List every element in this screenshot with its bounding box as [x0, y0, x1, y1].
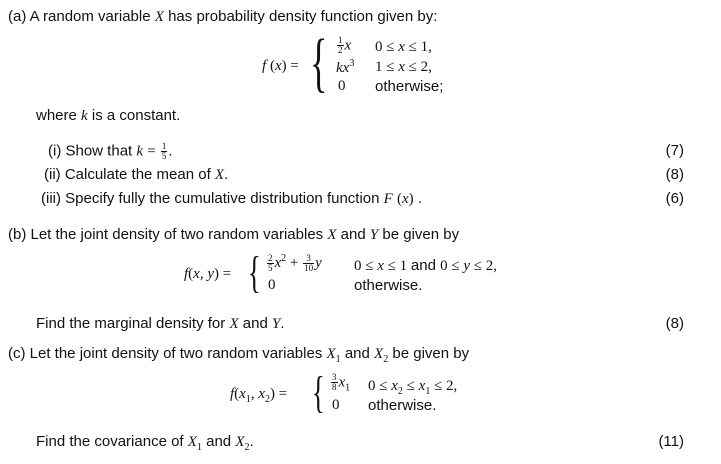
part-a-intro: (a) A random variable X has probability density function given by:: [8, 8, 438, 25]
case-2-expr: 0: [332, 397, 340, 413]
case-2-expr: 0: [268, 277, 276, 293]
case-1-cond: $0 \le x_2 \le x_1 \le 2$,: [368, 378, 458, 397]
left-brace-icon: {: [310, 26, 328, 99]
part-c-task: Find the covariance of $X_1$ and $X_2$.: [36, 433, 254, 453]
part-a-item-iii-marks: (6): [665, 190, 684, 207]
case-1-cond: 0 ≤ x ≤ 1,: [375, 39, 432, 55]
part-b-task: Find the marginal density for X and Y.: [36, 315, 285, 332]
case-2-expr: $kx^3$: [336, 58, 355, 76]
part-a-func-lhs: f: [262, 58, 267, 74]
part-a-item-iii: (iii) Specify fully the cumulative distribution function F (x) .: [41, 190, 423, 207]
case-3-cond: otherwise;: [375, 78, 444, 95]
part-b-intro: (b) Let the joint density of two random variables X and Y be given by: [8, 226, 460, 243]
left-brace-icon: {: [248, 248, 261, 297]
case-2-cond: otherwise.: [354, 277, 423, 294]
case-1-expr: $\frac{1}{2}$ x: [338, 35, 352, 55]
part-c-intro: (c) Let the joint density of two random variables $X_1$ and $X_2$ be given by: [8, 345, 470, 365]
part-a-item-i: (i) Show that k = $\frac{1}{5}$ .: [48, 141, 173, 161]
part-a-where: where k is a constant.: [36, 107, 181, 124]
part-c-marks: (11): [658, 433, 684, 450]
case-2-cond: otherwise.: [368, 397, 437, 414]
part-b-pdf-definition: f(x, y) = { $\frac{2}{5}$ $x^2$ + $\frac{3}{10}$ y 0 ≤ x ≤ 1 and 0 ≤ y ≤ 2, 0 otherwise.: [184, 248, 497, 297]
left-brace-icon: {: [312, 368, 325, 417]
case-2-cond: 1 ≤ x ≤ 2,: [375, 59, 432, 75]
part-b-marks: (8): [665, 315, 684, 332]
part-a-item-ii: (ii) Calculate the mean of X.: [44, 166, 229, 183]
case-1-expr: $\frac{2}{5}$ $x^2$ + $\frac{3}{10}$ y: [268, 252, 322, 273]
part-c-pdf-definition: $f(x_1$, $x_2$) = { $\frac{3}{8}$ $x_1$ $0 \le x_2 \le x_1 \le 2$, 0 otherwise.: [230, 368, 458, 417]
case-3-expr: 0: [338, 78, 346, 94]
part-a-item-ii-marks: (8): [665, 166, 684, 183]
part-a-item-i-marks: (7): [665, 142, 684, 159]
case-1-expr: $\frac{3}{8}$ $x_1$: [332, 372, 351, 394]
case-1-cond: 0 ≤ x ≤ 1 and 0 ≤ y ≤ 2,: [354, 257, 497, 274]
part-a-pdf-definition: f (x) = { $\frac{1}{2}$ x 0 ≤ x ≤ 1, $kx^3$ 1 ≤ x ≤ 2, 0 otherwise;: [262, 26, 444, 99]
